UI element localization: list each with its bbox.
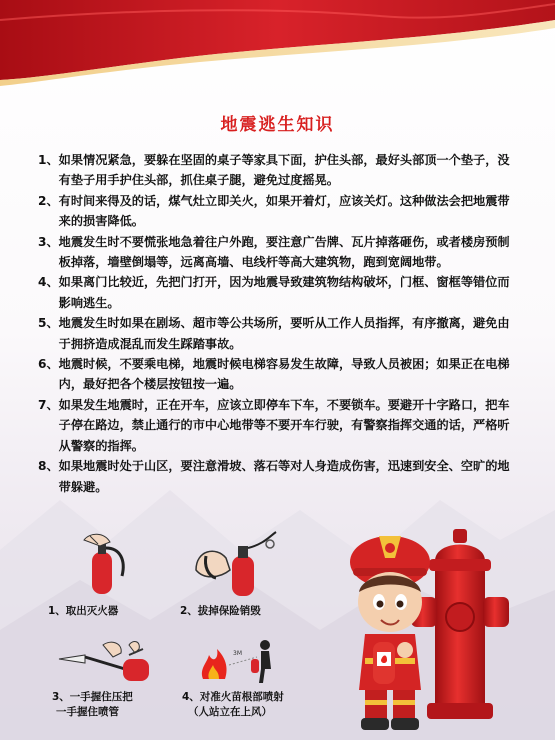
list-item bbox=[38, 150, 518, 191]
item-number: 3、 bbox=[38, 234, 59, 249]
step-4-line-1: 4、对准火苗根部喷射 bbox=[182, 691, 284, 703]
item-text: 地震发生时不要慌张地急着往户外跑，要注意广告牌、瓦片掉落砸伤，或者楼房预制板掉落，墙壁倒塌等，远离高墙、电线杆等高大建筑物，跑到宽阔地带。 bbox=[58, 234, 510, 270]
step-4-line-2: （人站立在上风） bbox=[188, 706, 272, 718]
step-3-line-2: 一手握住喷管 bbox=[56, 706, 119, 718]
list-item bbox=[38, 354, 518, 395]
list-item bbox=[38, 395, 518, 456]
step-2-label: 2、拔掉保险销毁 bbox=[180, 605, 261, 617]
item-text: 如果地震时处于山区，要注意滑坡、落石等对人身造成伤害，迅速到安全、空旷的地带躲避。 bbox=[58, 459, 510, 494]
step-3-line-1: 3、一手握住压把 bbox=[52, 691, 133, 703]
item-number: 4、 bbox=[38, 275, 59, 290]
item-text: 如果发生地震时，正在开车，应该立即停车下车，不要锁车。要避开十字路口，把车子停在路边，禁止通行的市中心地带等不要开车行驶，有警察指挥交通的话，严格听从警察的指挥。 bbox=[58, 397, 510, 453]
list-item bbox=[38, 456, 518, 497]
page-title: 地震逃生知识 bbox=[220, 115, 335, 135]
item-number: 2、 bbox=[38, 193, 59, 208]
list-item bbox=[38, 313, 518, 354]
item-number: 1、 bbox=[38, 153, 59, 167]
step-1-label: 1、取出灭火器 bbox=[48, 605, 119, 617]
firefighter-mascot-icon bbox=[335, 530, 445, 735]
item-text: 如果离门比较近，先把门打开，因为地震导致建筑物结构破坏，门框、窗框等错位而影响逃生。 bbox=[58, 275, 510, 310]
list-item bbox=[38, 272, 518, 313]
squeeze-handle-icon bbox=[55, 635, 160, 685]
item-text: 如果情况紧急，要躲在坚固的桌子等家具下面，护住头部，最好头部顶一个垫子，没有垫子用手护住头部，抓住桌子腿，避免过度摇晃。 bbox=[58, 153, 510, 188]
svg-text:3M: 3M bbox=[233, 650, 242, 657]
item-text: 有时间来得及的话，煤气灶立即关火，如果开着灯，应该关灯。这种做法会把地震带来的损害降低。 bbox=[58, 193, 510, 229]
top-banner bbox=[0, 0, 555, 95]
pull-pin-icon bbox=[190, 530, 285, 600]
item-number: 7、 bbox=[38, 397, 59, 412]
spray-fire-icon bbox=[195, 635, 280, 685]
list-item bbox=[38, 191, 518, 232]
tips-list bbox=[38, 150, 518, 497]
extinguisher-pickup-icon bbox=[70, 530, 140, 600]
item-number: 5、 bbox=[38, 316, 59, 331]
step-3-label bbox=[52, 690, 133, 720]
step-4-label bbox=[182, 690, 284, 720]
item-text: 地震时候，不要乘电梯，地震时候电梯容易发生故障，导致人员被困；如果正在电梯内，最好把各个楼层按钮按一遍。 bbox=[58, 357, 510, 392]
item-number: 8、 bbox=[38, 459, 59, 474]
item-number: 6、 bbox=[38, 357, 59, 372]
list-item bbox=[38, 232, 518, 273]
item-text: 地震发生时如果在剧场、超市等公共场所，要听从工作人员指挥，有序撤离，避免由于拥挤造成混乱而发生踩踏事故。 bbox=[58, 316, 510, 351]
